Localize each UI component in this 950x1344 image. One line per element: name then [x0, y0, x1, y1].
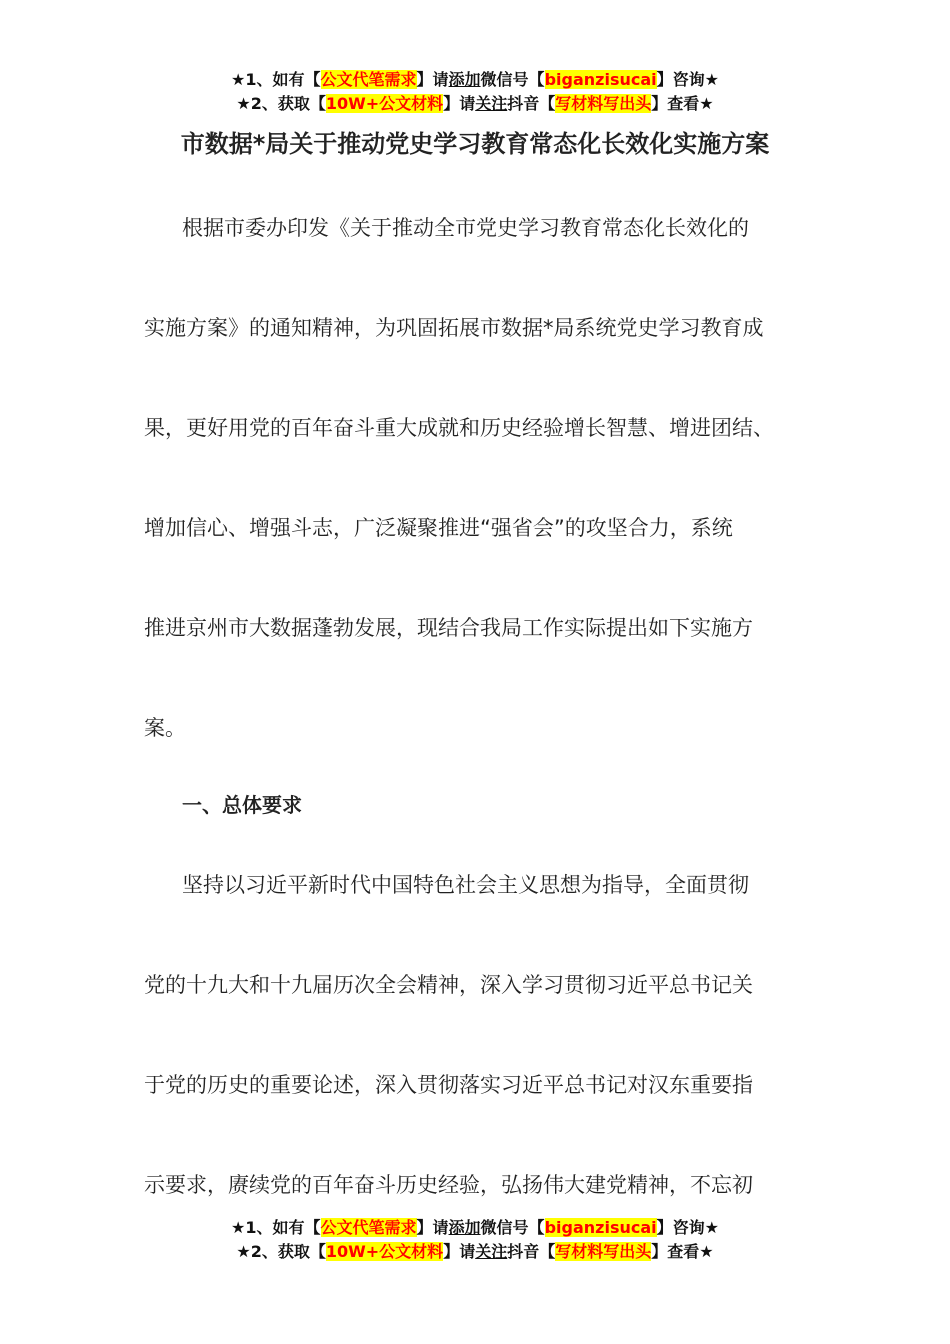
banner-highlight: 写材料写出头: [555, 1242, 652, 1261]
banner-text: ★1、如有【: [231, 1218, 321, 1237]
banner-underline: 关注: [475, 94, 508, 113]
paragraph-line: 根据市委办印发《关于推动全市党史学习教育常态化长效化的: [182, 216, 749, 240]
banner-text: 抖音【: [507, 94, 556, 113]
banner-underline: 添加: [448, 70, 481, 89]
banner-text: 】请: [416, 70, 449, 89]
banner-text: 】请: [416, 1218, 449, 1237]
paragraph-line: 果，更好用党的百年奋斗重大成就和历史经验增长智慧、增进团结、: [144, 416, 774, 440]
banner-line-1: [0, 68, 950, 92]
banner-text: 】请: [443, 1242, 476, 1261]
banner-line-2: [0, 92, 950, 116]
banner-text: 】查看★: [651, 94, 714, 113]
banner-text: 】查看★: [651, 1242, 714, 1261]
banner-highlight: 写材料写出头: [555, 94, 652, 113]
paragraph-line: 推进京州市大数据蓬勃发展，现结合我局工作实际提出如下实施方: [144, 616, 753, 640]
document-title: 市数据*局关于推动党史学习教育常态化长效化实施方案: [180, 130, 770, 158]
paragraph-line: 案。: [144, 716, 186, 740]
banner-underline: 关注: [475, 1242, 508, 1261]
banner-line-1: [0, 1216, 950, 1240]
banner-text: 抖音【: [507, 1242, 556, 1261]
banner-text: ★2、获取【: [236, 94, 326, 113]
banner-highlight: biganzisucai: [544, 1218, 657, 1237]
banner-text: 】请: [443, 94, 476, 113]
paragraph-intro: [144, 178, 834, 778]
paragraph-line: 增加信心、增强斗志，广泛凝聚推进“强省会”的攻坚合力，系统: [144, 516, 733, 540]
banner-text: ★1、如有【: [231, 70, 321, 89]
paragraph-line: 党的十九大和十九届历次全会精神，深入学习贯彻习近平总书记关: [144, 973, 753, 997]
banner-text: 微信号【: [480, 1218, 545, 1237]
banner-highlight: 公文代笔需求: [320, 70, 417, 89]
paragraph-line: 坚持以习近平新时代中国特色社会主义思想为指导，全面贯彻: [182, 873, 749, 897]
paragraph-line: 示要求，赓续党的百年奋斗历史经验，弘扬伟大建党精神，不忘初: [144, 1173, 753, 1197]
bottom-banner: [0, 1216, 950, 1264]
banner-text: 】咨询★: [656, 1218, 719, 1237]
banner-line-2: [0, 1240, 950, 1264]
banner-highlight: 公文代笔需求: [320, 1218, 417, 1237]
paragraph-general-requirements: [144, 835, 834, 1235]
banner-underline: 添加: [448, 1218, 481, 1237]
paragraph-line: 实施方案》的通知精神，为巩固拓展市数据*局系统党史学习教育成: [144, 316, 764, 340]
banner-highlight: 10W+公文材料: [325, 1242, 444, 1261]
banner-highlight: biganzisucai: [544, 70, 657, 89]
banner-text: 】咨询★: [656, 70, 719, 89]
banner-text: 微信号【: [480, 70, 545, 89]
section-heading: 一、总体要求: [182, 793, 302, 817]
top-banner: [0, 68, 950, 116]
banner-text: ★2、获取【: [236, 1242, 326, 1261]
banner-highlight: 10W+公文材料: [325, 94, 444, 113]
paragraph-line: 于党的历史的重要论述，深入贯彻落实习近平总书记对汉东重要指: [144, 1073, 753, 1097]
